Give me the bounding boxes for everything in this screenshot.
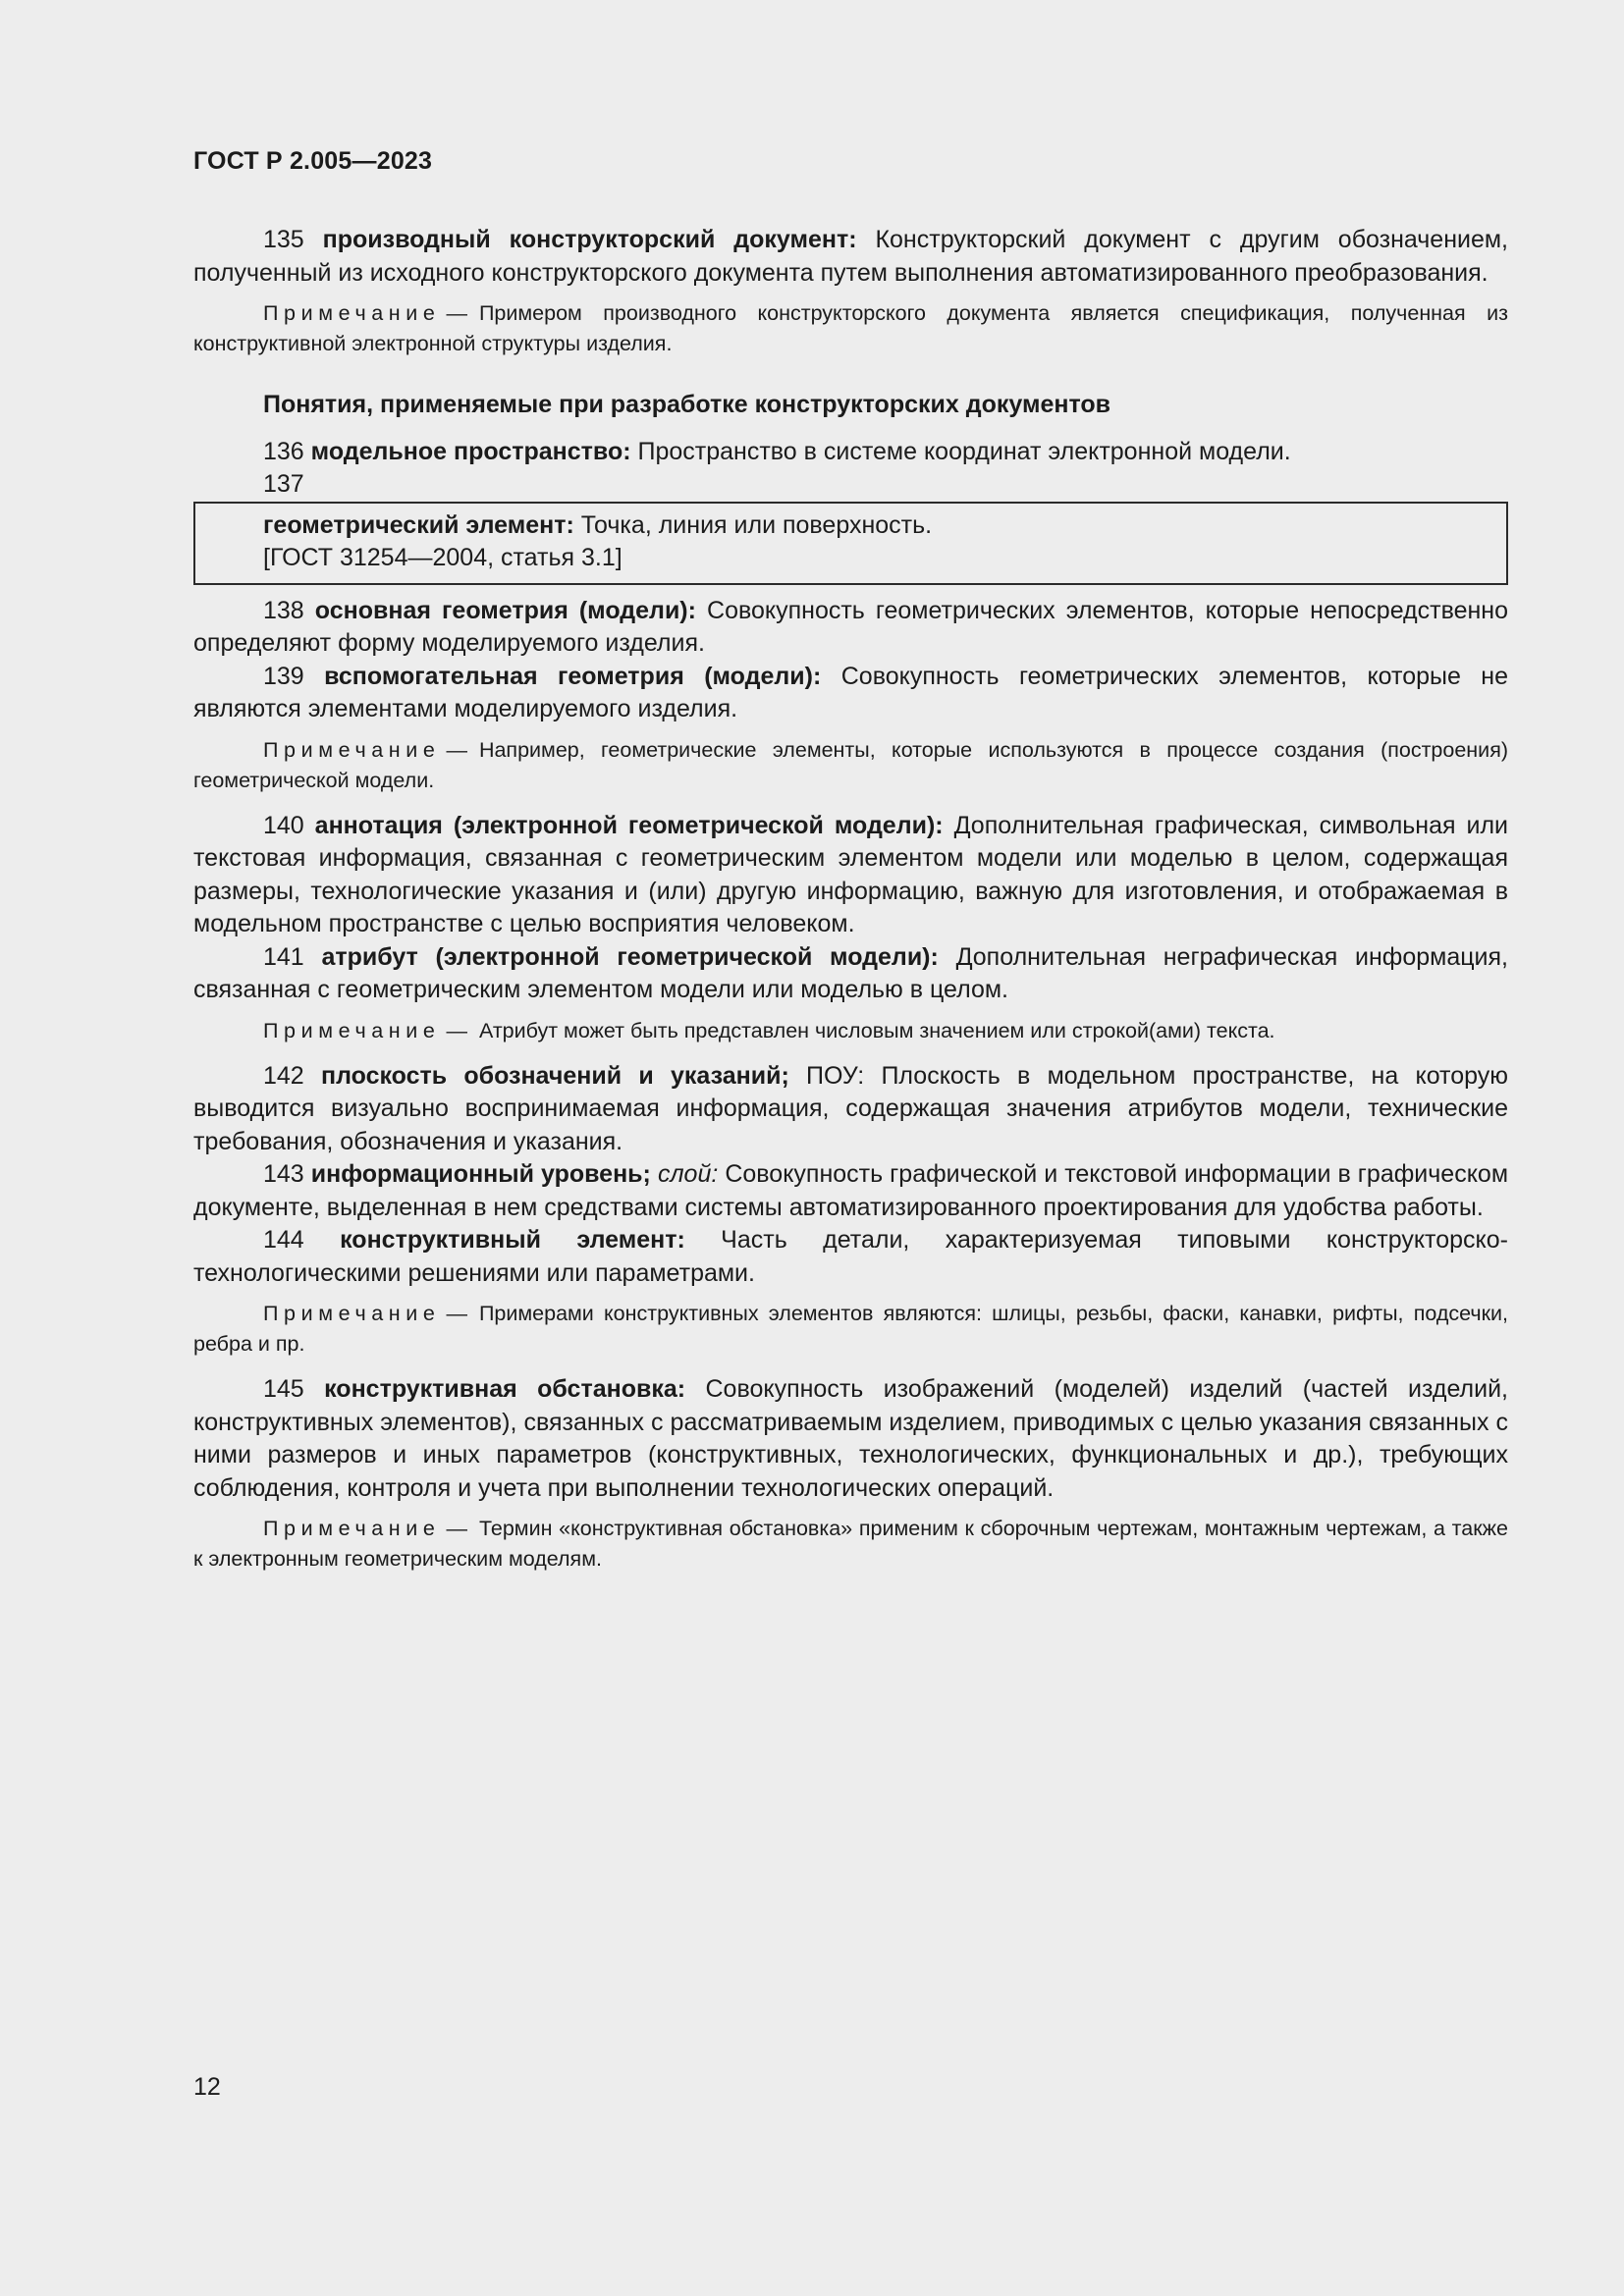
note-dash: —	[446, 1018, 467, 1042]
term-entry-139	[193, 661, 1508, 726]
term-entry-135	[193, 224, 1508, 290]
term-name: информационный уровень;	[310, 1160, 651, 1188]
note-label: Примечание	[263, 1517, 441, 1540]
term-definition: Совокупность геометрических элементов, которые не являются элементами моделируемого изделия.	[193, 662, 1509, 722]
term-entry-144	[193, 1224, 1508, 1290]
term-definition: ПОУ: Плоскость в модельном пространстве, на которую выводится визуально воспринимаемая информация, содержащая значения атрибутов модели, технические требования, обозначения и указания.	[193, 1061, 1509, 1155]
term-number: 138	[263, 596, 304, 624]
note-text: Примерами конструктивных элементов являются: шлицы, резьбы, фаски, канавки, рифты, подсечки, ребра и пр.	[193, 1302, 1508, 1356]
term-name: геометрический элемент:	[263, 510, 574, 539]
note-135	[193, 298, 1508, 359]
page-number: 12	[193, 2073, 221, 2101]
term-number: 136	[263, 437, 304, 465]
note-label: Примечание	[263, 301, 441, 325]
term-number: 135	[263, 226, 304, 253]
note-label: Примечание	[263, 1018, 441, 1042]
term-definition: Дополнительная графическая, символьная или текстовая информация, связанная с геометрическим элементом модели или моделью в целом, содержащая размеры, технологические указания и (или) другую информацию, важную для изготовления, и отображаемая в модельном пространстве с целью восприятия человеком.	[193, 811, 1509, 937]
term-name: аннотация (электронной геометрической модели):	[314, 811, 944, 839]
note-text: Примером производного конструкторского документа является спецификация, полученная из конструктивной электронной структуры изделия.	[193, 301, 1508, 355]
term-name: производный конструкторский документ:	[322, 226, 857, 253]
note-dash: —	[446, 737, 467, 762]
term-synonym: слой:	[657, 1160, 719, 1188]
term-name: вспомогательная геометрия (модели):	[324, 662, 822, 690]
note-141	[193, 1016, 1508, 1046]
term-name: конструктивная обстановка:	[324, 1375, 686, 1403]
term-number: 139	[263, 662, 304, 690]
term-number: 144	[263, 1226, 304, 1254]
term-number: 145	[263, 1375, 304, 1403]
term-source: [ГОСТ 31254—2004, статья 3.1]	[263, 544, 623, 571]
note-dash: —	[446, 301, 467, 325]
note-text: Например, геометрические элементы, которые используются в процессе создания (построения) геометрической модели.	[193, 737, 1508, 792]
term-definition: Точка, линия или поверхность.	[580, 510, 933, 539]
note-dash: —	[446, 1302, 467, 1325]
term-definition: Совокупность геометрических элементов, которые непосредственно определяют форму моделируемого изделия.	[193, 596, 1509, 657]
term-entry-137	[263, 509, 1506, 543]
term-entry-141	[193, 941, 1508, 1007]
term-number-137: 137	[263, 470, 304, 498]
note-label: Примечание	[263, 1302, 441, 1325]
term-number: 142	[263, 1061, 304, 1090]
term-number: 140	[263, 811, 304, 839]
document-body	[193, 224, 1508, 1588]
note-144	[193, 1299, 1508, 1360]
term-definition: Совокупность изображений (моделей) изделий (частей изделий, конструктивных элементов), связанных с рассматриваемым изделием, приводимых с целью указания связанных с ними размеров и иных параметров (конструктивных, технологических, функциональных и др.), требующих соблюдения, контроля и учета при выполнении технологических операций.	[193, 1375, 1508, 1502]
term-name: основная геометрия (модели):	[314, 596, 696, 624]
term-number: 143	[263, 1160, 304, 1188]
term-definition: Дополнительная неграфическая информация, связанная с геометрическим элементом модели или моделью в целом.	[193, 942, 1508, 1003]
term-number: 141	[263, 942, 304, 971]
term-name: плоскость обозначений и указаний;	[320, 1061, 789, 1090]
note-text: Атрибут может быть представлен числовым значением или строкой(ами) текста.	[478, 1018, 1275, 1042]
term-definition: Пространство в системе координат электронной модели.	[637, 437, 1291, 465]
note-139	[193, 735, 1508, 796]
term-definition: Совокупность графической и текстовой информации в графическом документе, выделенная в нем средствами системы автоматизированного проектирования для удобства работы.	[193, 1160, 1509, 1221]
note-label: Примечание	[263, 737, 441, 762]
term-name: атрибут (электронной геометрической модели):	[321, 942, 939, 971]
term-definition: Конструкторский документ с другим обозначением, полученный из исходного конструкторского документа путем выполнения автоматизированного преобразования.	[193, 226, 1508, 287]
term-entry-137-box	[193, 502, 1508, 585]
term-name: конструктивный элемент:	[340, 1226, 685, 1254]
term-name: модельное пространство:	[310, 437, 631, 465]
section-heading: Понятия, применяемые при разработке конструкторских документов	[263, 391, 1111, 418]
term-entry-145	[193, 1373, 1508, 1505]
term-entry-136	[193, 436, 1508, 469]
note-dash: —	[446, 1517, 467, 1540]
document-header: ГОСТ Р 2.005—2023	[193, 147, 433, 175]
note-text: Термин «конструктивная обстановка» применим к сборочным чертежам, монтажным чертежам, а также к электронным геометрическим моделям.	[193, 1517, 1508, 1571]
term-entry-138	[193, 595, 1508, 661]
term-entry-143	[193, 1158, 1508, 1224]
note-145	[193, 1514, 1508, 1575]
term-definition: Часть детали, характеризуемая типовыми конструкторско-технологическими решениями или параметрами.	[193, 1226, 1508, 1287]
term-entry-142	[193, 1060, 1508, 1159]
term-entry-140	[193, 810, 1508, 941]
